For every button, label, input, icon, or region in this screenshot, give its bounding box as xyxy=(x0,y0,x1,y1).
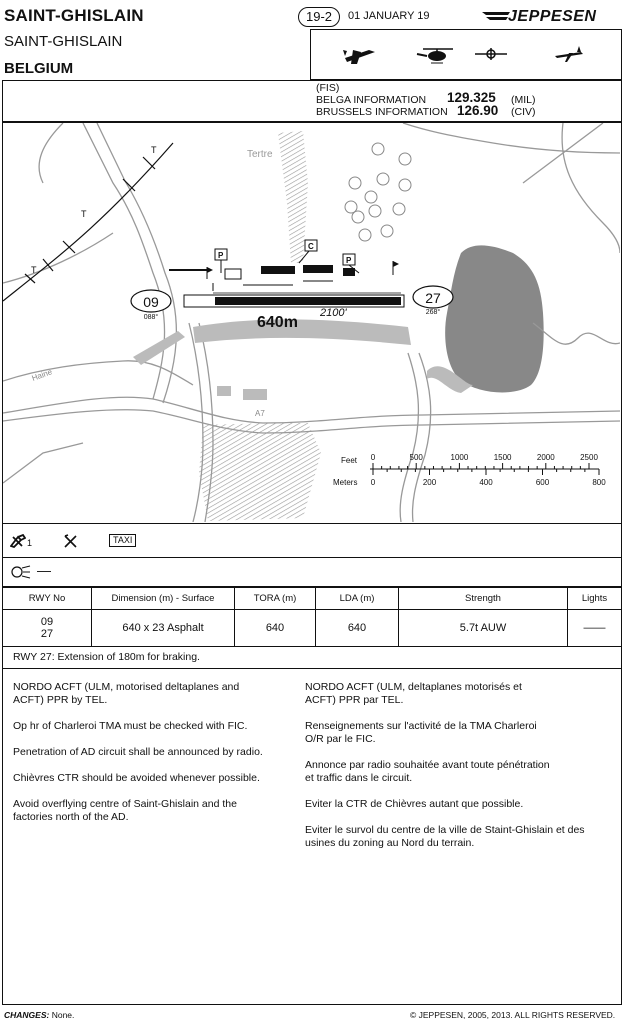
note-fr: NORDO ACFT (ULM, deltaplanes motorisés et ACFT) PPR par TEL. xyxy=(305,681,522,706)
svg-text:Feet: Feet xyxy=(341,456,358,465)
chart-date: 01 JANUARY 19 xyxy=(348,10,430,22)
table-header-row xyxy=(3,588,622,610)
rwy-27-mag: 268° xyxy=(425,309,441,316)
scale-label-feet: 1500 xyxy=(493,453,512,462)
rwy-27-label: 27 xyxy=(425,290,441,306)
brand-name: JEPPESEN xyxy=(508,8,597,25)
freq-name-2: BRUSSELS INFORMATION xyxy=(316,106,448,118)
village-label: Tertre xyxy=(247,149,273,160)
svg-text:T: T xyxy=(81,209,87,219)
airplane-icon xyxy=(343,50,375,64)
fire-category: 1 xyxy=(27,538,33,548)
ulm-icon xyxy=(475,48,507,60)
restaurant-icon xyxy=(63,534,79,548)
freq-name-1: BELGA INFORMATION xyxy=(316,94,427,106)
col-dimension: Dimension (m) - Surface xyxy=(92,588,235,610)
motorway-label: A7 xyxy=(255,409,265,418)
scale-label-meters: 0 xyxy=(370,478,376,487)
runway xyxy=(215,297,401,305)
scale-label-meters: 200 xyxy=(422,478,437,487)
freq-tag-2: (CIV) xyxy=(511,106,536,118)
remark-text: RWY 27: Extension of 180m for braking. xyxy=(13,651,200,663)
cell-rwy: 09 27 xyxy=(3,610,92,647)
glider-icon xyxy=(555,46,583,62)
rwy-09-mag: 088° xyxy=(143,314,159,321)
chart-number: 19-2 xyxy=(298,7,340,27)
cell-tora: 640 xyxy=(235,610,316,647)
notes-english xyxy=(13,681,263,837)
note-fr: Renseignements sur l'activité de la TMA Charleroi O/R par le FIC. xyxy=(305,720,537,745)
col-strength: Strength xyxy=(399,588,568,610)
lighting-row xyxy=(2,558,622,587)
note-en: Op hr of Charleroi TMA must be checked with FIC. xyxy=(13,720,248,732)
scale-label-feet: 500 xyxy=(409,453,423,462)
builtup-area-north xyxy=(278,131,308,263)
changes-note xyxy=(4,1010,74,1020)
scale-label-meters: 400 xyxy=(479,478,493,487)
runway-table xyxy=(2,587,622,647)
aircraft-icons xyxy=(311,30,620,78)
notes-box xyxy=(2,669,622,1005)
note-en: NORDO ACFT (ULM, motorised deltaplanes and ACFT) PPR by TEL. xyxy=(13,681,240,706)
scale-label-feet: 1000 xyxy=(450,453,469,462)
services-row xyxy=(2,524,622,558)
aircraft-categories xyxy=(310,29,622,80)
svg-text:Meters: Meters xyxy=(333,478,358,487)
copyright: © JEPPESEN, 2005, 2013. ALL RIGHTS RESERVED. xyxy=(410,1010,616,1020)
lake xyxy=(445,245,544,392)
rail-mark: T xyxy=(151,145,157,155)
note-fr: Annonce par radio souhaitée avant toute pénétration et traffic dans le circuit. xyxy=(305,759,550,784)
freq-value-1: 129.325 xyxy=(447,90,496,105)
freq-tag-1: (MIL) xyxy=(511,94,536,106)
helicopter-icon xyxy=(417,49,453,63)
note-en: Penetration of AD circuit shall be announced by radio. xyxy=(13,746,263,758)
river-label: Haine xyxy=(30,367,54,383)
map-drawing xyxy=(3,123,620,522)
col-lda: LDA (m) xyxy=(316,588,399,610)
fire-fighting-icon xyxy=(10,534,26,548)
col-tora: TORA (m) xyxy=(235,588,316,610)
scale-label-feet: 2500 xyxy=(580,453,598,462)
parking-mark: P xyxy=(218,251,224,260)
scale-label-meters: 800 xyxy=(592,478,606,487)
note-fr: Eviter la CTR de Chièvres autant que possible. xyxy=(305,798,524,810)
cell-lda: 640 xyxy=(316,610,399,647)
airport-country: BELGIUM xyxy=(4,60,74,77)
changes-label: CHANGES: xyxy=(4,1010,50,1020)
scale-label-feet: 2000 xyxy=(536,453,555,462)
taxi-badge: TAXI xyxy=(109,534,136,547)
builtup-area-south xyxy=(199,423,321,521)
fis-label: (FIS) xyxy=(316,82,340,94)
notes-french xyxy=(305,681,605,863)
freq-value-2: 126.90 xyxy=(457,103,499,118)
aerodrome-map xyxy=(2,122,622,524)
fuel-mark: C xyxy=(308,242,314,251)
table-row xyxy=(3,610,622,647)
col-lights: Lights xyxy=(568,588,622,610)
cell-dimension: 640 x 23 Asphalt xyxy=(92,610,235,647)
lighting-value: — xyxy=(37,562,51,578)
remark-row xyxy=(2,645,622,669)
note-fr: Eviter le survol du centre de la ville de Staint-Ghislain et des usines du zoning au Nord du terrain. xyxy=(305,824,585,849)
frequency-box xyxy=(2,80,622,122)
svg-text:P: P xyxy=(346,256,352,265)
note-en: Avoid overflying centre of Saint-Ghislain and the factories north of the AD. xyxy=(13,798,237,823)
cell-lights: —— xyxy=(568,610,622,647)
scale-bar xyxy=(333,453,606,487)
svg-text:T: T xyxy=(31,265,37,275)
changes-value: None. xyxy=(51,1010,75,1020)
cell-strength: 5.7t AUW xyxy=(399,610,568,647)
rwy-09-label: 09 xyxy=(143,294,159,310)
lighting-icon xyxy=(11,565,31,579)
runway-length-ft: 2100' xyxy=(320,307,347,319)
airport-subtitle: SAINT-GHISLAIN xyxy=(4,33,123,50)
col-rwy: RWY No xyxy=(3,588,92,610)
note-en: Chièvres CTR should be avoided whenever possible. xyxy=(13,772,260,784)
airport-title: SAINT-GHISLAIN xyxy=(4,6,144,25)
scale-label-feet: 0 xyxy=(370,453,376,462)
scale-label-meters: 600 xyxy=(535,478,550,487)
runway-length-m: 640m xyxy=(257,314,298,331)
